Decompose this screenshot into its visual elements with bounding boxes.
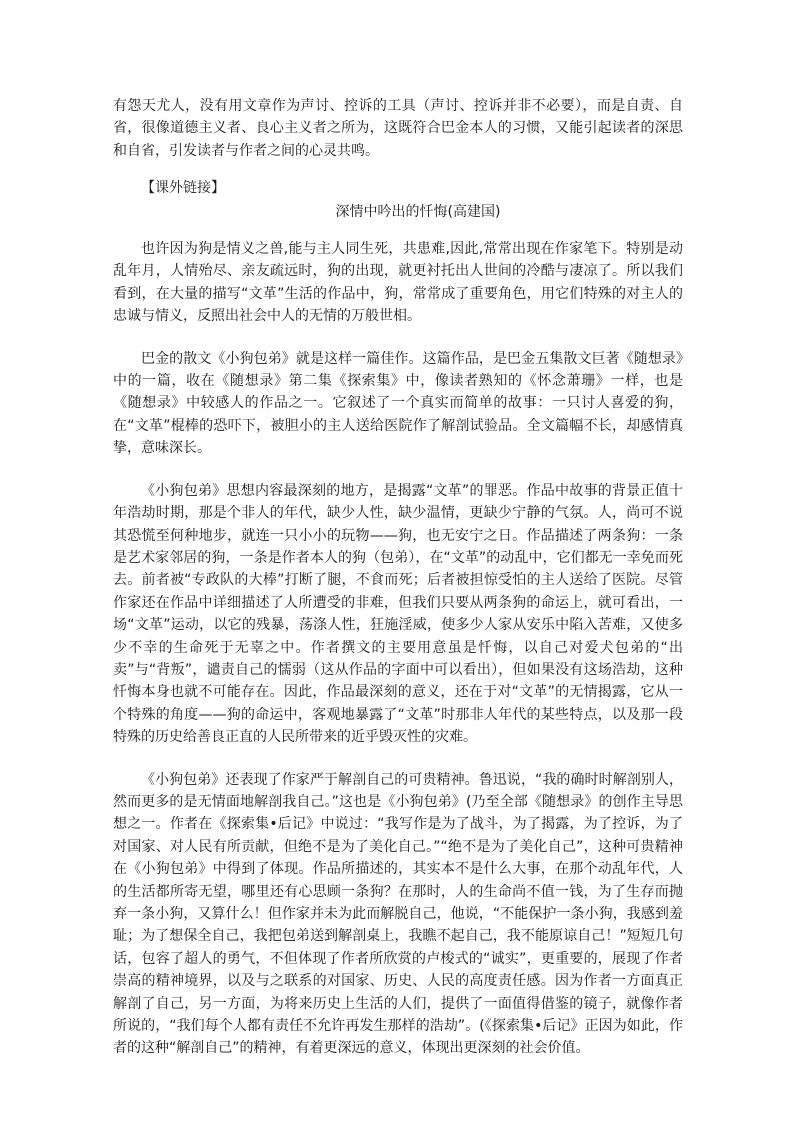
body-paragraph-1: 也许因为狗是情义之兽,能与主人同生死，共患难,因此,常常出现在作家笔下。特别是动乱年月，人情殆尽、亲友疏远时，狗的出现，就更衬托出人世间的冷酷与凄凉了。所以我们看到，在大量的描写“文革”生活的作品中，狗，常常成了重要角色，用它们特殊的对主人的忠诚与情义，反照出社会中人的无情的万般世相。 [113, 241, 683, 325]
extension-heading: 【课外链接】 [141, 180, 225, 197]
intro-paragraph: 有怨天尤人，没有用文章作为声讨、控诉的工具（声讨、控诉并非不必要），而是自责、自省，很像道德主义者、良心主义者之所为，这既符合巴金本人的习惯，又能引起读者的深思和自省，引发读者与作者之间的心灵共鸣。 [113, 98, 683, 159]
body-paragraph-4: 《小狗包弟》还表现了作家严于解剖自己的可贵精神。鲁迅说，“我的确时时解剖别人，然而更多的是无情面地解剖我自己。”这也是《小狗包弟》(乃至全部《随想录》的创作主导思想之一。作者在《探索集•后记》中说过：“我写作是为了战斗，为了揭露，为了控诉，为了对国家、对人民有所贡献，但绝不是为了美化自己。”“绝不是为了美化自己”，这种可贵精神在《小狗包弟》中得到了体现。作品所描述的，其实本不是什么大事，在那个动乱年代，人的生活都所寄无望，哪里还有心思顾一条狗？在那时，人的生命尚不值一钱，为了生存而抛弃一条小狗，又算什么！但作家并未为此而解脱自己，他说，“不能保护一条小狗，我感到羞耻；为了想保全自己，我把包弟送到解剖桌上，我瞧不起自己，我不能原谅自己！”短短几句话，包容了超人的勇气，不但体现了作者所欣赏的卢梭式的“诚实”，更重要的，展现了作者崇高的精神境界，以及与之联系的对国家、历史、人民的高度责任感。因为作者一方面真正解剖了自己，另一方面，为将来历史上生活的人们，提供了一面值得借鉴的镜子，就像作者所说的，“我们每个人都有责任不允许再发生那样的浩劫”。(《探索集•后记》正因为如此，作者的这种“解剖自己”的精神，有着更深远的意义，体现出更深刻的社会价值。 [113, 771, 683, 1057]
document-page [113, 95, 683, 1060]
body-paragraph-3: 《小狗包弟》思想内容最深刻的地方，是揭露“文革”的罪恶。作品中故事的背景正值十年浩劫时期，那是个非人的年代，缺少人性，缺少温情，更缺少宁静的气氛。人，尚可不说其恐慌至何种地步，就连一只小小的玩物——狗，也无安宁之日。作品描述了两条狗：一条是艺术家邻居的狗，一条是作者本人的狗（包弟），在“文革”的动乱中，它们都无一幸免而死去。前者被“专政队的大棒”打断了腿，不食而死；后者被担惊受怕的主人送给了医院。尽管作家还在作品中详细描述了人所遭受的非难，但我们只要从两条狗的命运上，就可看出，一场“文革”运动，以它的残暴，荡涤人性，狂施淫威，使多少人家从安乐中陷入苦难，又使多少不幸的生命死于无辜之中。作者撰文的主要用意虽是忏悔，以自己对爱犬包弟的“出卖”与“背叛”，谴责自己的懦弱（这从作品的字面中可以看出），但如果没有这场浩劫，这种忏悔本身也就不可能存在。因此，作品最深刻的意义，还在于对“文革”的无情揭露，它从一个特殊的角度——狗的命运中，客观地暴露了“文革”时那非人年代的某些特点，以及那一段特殊的历史给善良正直的人民所带来的近乎毁灭性的灾难。 [113, 482, 683, 746]
body-paragraph-2: 巴金的散文《小狗包弟》就是这样一篇佳作。这篇作品，是巴金五集散文巨著《随想录》中的一篇，收在《随想录》第二集《探索集》中，像读者熟知的《怀念萧珊》一样，也是《随想录》中较感人的作品之一。它叙述了一个真实而简单的故事：一只讨人喜爱的狗，在“文革”棍棒的恐吓下，被胆小的主人送给医院作了解剖试验品。全文篇幅不长，却感情真挚，意味深长。 [113, 350, 683, 457]
article-title: 深情中吟出的忏悔(高建国) [335, 203, 501, 220]
